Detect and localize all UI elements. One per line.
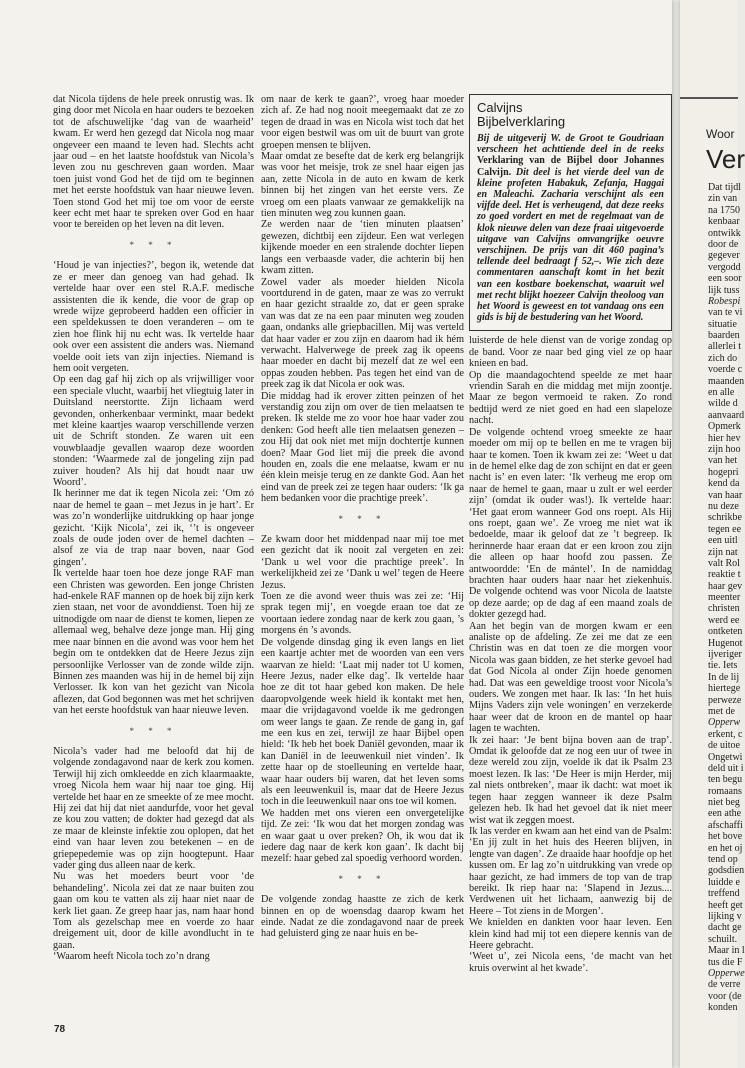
- column-1: [53, 94, 254, 963]
- next-page-line: maanden: [708, 375, 745, 387]
- next-page-line: hiertege: [708, 683, 741, 695]
- box-text: Bij de uitgeverij W. de Groot te Goudriaan verscheen het achttiende deel in de reeks Verklaring van de Bijbel door Johannes Calvijn. Dit deel is het vierde deel van de kleine profeten Habakuk, Zefanja, Haggai en Maleachi. Zacharia verschijnt als een vijfde deel. Het is verheugend, dat deze reeks zo goed vordert en met de regelmaat van de klok nieuwe delen van deze fraai uitgevoerde uitgave van Calvijns omvangrijke oeuvre verschijnen. De prijs van dit 460 pagina’s tellende deel bedraagt f 52,–. Wie zich deze commentaren aanschaft komt in het bezit van een kostbare boekenschat, waaruit wel met recht blijkt hoezeer Calvijn theoloog van het Woord is geweest en tot vandaag ons een gids is bij de bestudering van het Woord.: [477, 133, 664, 324]
- next-page-line: ontwikk: [708, 227, 741, 239]
- paragraph: Ik zei haar: ‘Je bent bijna boven aan de trap’. Omdat ik geloofde dat ze nog een uur of twee in deze wereld zou zijn, voelde ik dat ik Psalm 23 moest lezen. Ik las: ‘De Heer is mijn Herder, mij zal niets ontbreken’, maar ik dacht: wat moet ik tegen haar zeggen wanneer ik deze Psalm gelezen heb. Ik had het gevoel dat ik niet meer wist wat ik zeggen moest.: [469, 734, 672, 826]
- next-page-line: zijn hoo: [708, 443, 741, 455]
- paragraph: Nu was het moeders beurt voor ‘de behandeling’. Nicola zei dat ze naar buiten zou gaan om kou te vatten als zij haar niet naar de kerk liet gaan. Ze greep haar jas, nam haar hond Tom als gezelschap mee en voerde zo haar dreigement uit, door de kille avondlucht in te gaan.: [53, 871, 254, 951]
- next-page-edge: [680, 0, 745, 1068]
- next-page-line: gegever: [708, 250, 740, 262]
- next-page-line: schrikbe: [708, 512, 742, 524]
- next-page-line: lijking v: [708, 911, 742, 922]
- paragraph: Nicola’s vader had me beloofd dat hij de volgende zondagavond naar de kerk zou komen. Terwijl hij zich omkleedde en zich klaarmaakte, vroeg Nicola hem waar hij naar toe ging. Hij vertelde het haar en ze smeekte of ze mee mocht. Hij zei dat hij dat niet aandurfde, voor het geval ze kou zou vatten; de dokter had gezegd dat als ze maar de kleinste infektie zou oplopen, dat het eind van haar leven zou betekenen – en de griepepedemie was op zijn hoogtepunt. Haar vader ging dus alleen naar de kerk.: [53, 745, 254, 871]
- paragraph: Die middag had ik erover zitten peinzen of het verstandig zou zijn om over de tien melaatsen te preken. Ik stelde me zo voor hoe haar vader zou denken: God heeft alle tien melaatsen genezen – zou Hij dat ook niet met mijn dochtertje kunnen doen? Maar God liet mij die preek die avond houden en, zoals die ene melaatse, kwam er nu één klein meisje terug en ze dankte God. Aan het eind van de preek zei ze tegen haar ouders: ‘Ik ga hem bedanken voor die prachtige preek’.: [261, 390, 464, 505]
- paragraph: Maar omdat ze besefte dat de kerk erg belangrijk was voor het meisje, trok ze snel haar eigen jas aan, zette Nicola in de auto en kwam de kerk binnen bij het zingen van het eerste vers. Ze vroeg om een plaats vanwaar ze gemakkelijk na tien minuten weg zou kunnen gaan.: [261, 151, 464, 220]
- next-page-line: deld uit i: [708, 762, 744, 774]
- next-page-line: ten begu: [708, 774, 743, 786]
- page-number: 78: [54, 1024, 66, 1035]
- next-page-line: van haar: [708, 489, 743, 501]
- paragraph: Op die maandagochtend speelde ze met haar vriendin Sarah en die middag met mijn zoontje. Maar ze begon vermoeid te raken. Zo rond bedtijd werd ze niet goed en had een slapeloze nacht.: [469, 369, 672, 427]
- next-page-line: Robespi: [708, 295, 741, 307]
- paragraph: dat Nicola tijdens de hele preek onrustig was. Ik ging door met Nicola en haar ouders te bezoeken tot de afschuwelijke ‘dag van de waarheid’ kwam. Er werd hen gezegd dat Nicola nog maar ongeveer een maand te leven had. Slechts acht jaar oud – en het laatste hoofdstuk van Nicola’s leven zou nu geschreven gaan worden. Maar toen juist vond God het de tijd om te beginnen met het eerste hoofdstuk van haar nieuwe leven. Toen stond God het mij toe om voor de eerste keer echt met haar te spreken over God en haar voor te bereiden op het leven na dit leven.: [53, 94, 254, 231]
- next-page-line: Opperwe: [708, 967, 745, 979]
- column-3: [469, 94, 672, 974]
- next-page-line: tegen ee: [708, 523, 742, 535]
- next-page-line: Hugenot: [708, 637, 743, 649]
- divider: [680, 97, 738, 99]
- next-page-line: een soor: [708, 273, 742, 285]
- next-page-line: ontketen: [708, 626, 743, 638]
- paragraph: ‘Houd je van injecties?’, begon ik, wetende dat ze er meer dan genoeg van had gehad. Ik vertelde haar over een stel R.A.F. medische assistenten die ik kende, die voor de grap op wrede wijze geprobeerd hadden een officier in een speldekussen te doen veranderen – om te zien hoe flink hij nu echt was. Ik vertelde haar ook over een assistent die anders was. Niemand voelde ooit iets van zijn injecties. Niemand is hem ooit vergeten.: [53, 260, 254, 374]
- next-page-line: reaktie t: [708, 569, 741, 581]
- next-page-line: zin van: [708, 193, 738, 205]
- next-page-line: vergodd: [708, 261, 741, 273]
- next-page-line: konden: [708, 1002, 738, 1014]
- next-page-line: hier hev: [708, 432, 741, 444]
- next-page-line: tus die F: [708, 956, 743, 968]
- paragraph: Ik herinner me dat ik tegen Nicola zei: ‘Om zó naar de hemel te gaan – met Jezus in je hart’. Er was zo’n wonderlijke uitdrukking op haar jonge gezicht. ‘Kijk Nicola’, zei ik, ‘’t is ongeveer zoals de oude joden over de hemel dachten – alsof ze via de trap naar boven, naar God gingen’.: [53, 488, 254, 568]
- box-title-line-2: Bijbelverklaring: [477, 113, 566, 129]
- next-page-line: tend op: [708, 854, 738, 866]
- book-title: Verklaring van de Bijbel door Johannes Calvijn.: [477, 155, 664, 178]
- next-page-line: christen: [708, 603, 740, 615]
- next-page-line: Opperw: [708, 717, 741, 729]
- next-page-line: werd ee: [708, 614, 740, 626]
- next-page-line: nu deze: [708, 500, 739, 512]
- paragraph: De volgende ochtend vroeg smeekte ze haar moeder om mij op te bellen en me te vragen bij haar te komen. Toen ik kwam zei ze: ‘Weet u dat in de hemel elke dag de zon schijnt en dat er geen nacht is’ en even later: ‘Ik verheug me erop om naar de hemel te gaan, maar u zult er wel eerder zijn’ (omdat ik ouder was!). Ik vertelde haar: ‘Het gaat erom wanneer God ons roept. Als Hij ons roept, gaan we’. Ze vroeg me niet wat ik bedoelde, maar ik geloof dat ze ’t begreep. Ik herinnerde haar eraan dat er een kroon zou zijn die alleen op haar hoofd zou passen. Ze antwoordde: ‘En de mántel’. In de namiddag brachten haar ouders haar naar het ziekenhuis. De volgende ochtend was voor Nicola de laatste op deze aarde; op de dag af een maand zoals de dokter gezegd had.: [469, 426, 672, 621]
- next-page-line: voerde c: [708, 364, 743, 376]
- next-page-line: door de: [708, 238, 739, 250]
- paragraph: De volgende zondag haastte ze zich de kerk binnen en op de woensdag daarop kwam het einde. Nadat ze die zondagavond naar de preek had geluisterd ging ze naar huis en be-: [261, 894, 464, 940]
- section-separator: * * *: [338, 513, 387, 524]
- next-page-line: Opmerk: [708, 421, 741, 433]
- next-page-line: en het oj: [708, 842, 743, 854]
- column-2: [261, 94, 464, 940]
- section-separator: * * *: [129, 725, 178, 736]
- paragraph: We hadden met ons vieren een onvergetelijke tijd. Ze zei: ‘Ik wou dat het morgen zondag was en waar gaat u over preken? Oh, ik wou dat ik iedere dag naar de kerk kon gaan’. Ik dacht bij mezelf: haar gebed zal spoedig verhoord worden.: [261, 807, 464, 865]
- next-page-kicker: Woor: [706, 127, 735, 141]
- next-page-text: [708, 182, 745, 1014]
- next-page-line: heeft get: [708, 899, 743, 911]
- next-page-line: van het: [708, 455, 738, 467]
- next-page-line: In de lij: [708, 671, 740, 683]
- next-page-line: meenter: [708, 592, 741, 604]
- paragraph: Ik vertelde haar toen hoe deze jonge RAF man een Christen was geworden. Een jonge Christen had-enkele RAF mannen op de hoek bij zijn kerk zien staan, net voor de avonddienst. Toen hij ze uitnodigde om naar de dienst te komen, liepen ze allemaal weg, behalve deze jonge man. Hij ging mee naar binnen en die avond was voor hem het begin om te ontdekken dat de Heere Jezus zijn persoonlijke Verlosser van de zonde wilde zijn. Binnen zes maanden was hij in de hemel bij zijn Verlosser. Ik kon van het gezicht van Nicola aflezen, dat God begonnen was met het schrijven van het eerste hoofdstuk van haar nieuwe leven.: [53, 568, 254, 717]
- next-page-line: Maar in l: [708, 945, 745, 957]
- next-page-line: een uitl: [708, 535, 738, 547]
- next-page-line: aanvaard: [708, 409, 745, 421]
- next-page-line: treffend: [708, 888, 740, 900]
- next-page-line: romaans: [708, 785, 742, 797]
- section-separator: * * *: [129, 239, 178, 250]
- next-page-line: luidde e: [708, 876, 740, 888]
- paragraph: De volgende dinsdag ging ik even langs en liet een kaartje achter met de woorden van een vers waarvan ze hield: ‘Laat mij nader tot U komen, Heere Jezus, nader elke dag’. Ik vertelde haar hoe ze dit tot haar gebed kon maken. De hele daaropvolgende week hield ik kontakt met hen, maar die vrijdagavond voelde ik me gedrongen om weer langs te gaan. Ze rende de gang in, gaf me een kus en zei, terwijl ze haar Bijbel open hield: ‘Ik heb het boek Daniël gevonden, maar ik kan Daniël in de leeuwenkuil niet vinden’. Ik zette haar op de stoelleuning en vertelde haar, waar haar ouders bij waren, dat het leven soms als een leeuwenkuil is, maar dat de Heere Jezus toch in die leeuwenkuil naar ons toe wil komen.: [261, 636, 464, 808]
- next-page-line: kend da: [708, 478, 740, 490]
- next-page-line: erkent, c: [708, 728, 743, 740]
- paragraph: Op een dag gaf hij zich op als vrijwilliger voor een speciale vlucht, waarbij het vliegtuig later in Duitsland neerstortte. Zijn lichaam werd gevonden, onherkenbaar verminkt, maar bedekt met kleine kaartjes waarop verschillende verzen uit de Schrift stonden. Ze waren uit een vouwblaadje gevallen waarop deze woorden stonden: ‘Waarmede zal de jongeling zijn pad zuiver houden? Als hij dat houdt naar uw Woord’.: [53, 374, 254, 488]
- next-page-line: dacht ge: [708, 922, 742, 934]
- next-page-line: godsdien: [708, 865, 745, 877]
- paragraph: Ze kwam door het middenpad naar mij toe met een gezicht dat ik nooit zal vergeten en zei: ‘Dank u wel voor die prachtige preek’. In werkelijkheid zei ze ‘Dank u wel’ tegen de Heere Jezus.: [261, 534, 464, 591]
- paragraph: Ze werden naar de ‘tien minuten plaatsen’ gewezen, dichtbij een zijdeur. Een wat verlegen kijkende moeder en een stralende dochter liepen langs een verbaasde vader, die achterin bij hen kwam zitten.: [261, 219, 464, 277]
- next-page-line: zich do: [708, 352, 738, 364]
- next-page-line: ijveriger: [708, 649, 742, 661]
- next-page-line: lijk tuss: [708, 284, 740, 296]
- next-page-line: Dat tijdl: [708, 182, 742, 193]
- paragraph: ‘Waarom heeft Nicola toch zo’n drang: [53, 951, 210, 963]
- box-title: [477, 101, 664, 128]
- next-page-line: afschaffi: [708, 819, 743, 831]
- next-page-line: baarden: [708, 330, 740, 342]
- next-page-line: na 1750: [708, 204, 740, 216]
- next-page-headline: Ver: [706, 144, 745, 174]
- paragraph: ‘Weet u’, zei Nicola eens, ‘de macht van het kruis overwint al het kwade’.: [469, 951, 672, 974]
- next-page-line: de verre: [708, 979, 741, 991]
- next-page-line: het bove: [708, 831, 743, 843]
- next-page-line: de uitoe: [708, 740, 740, 752]
- next-page-line: zijn nat: [708, 546, 738, 558]
- next-page-line: situatie: [708, 318, 737, 330]
- next-page-line: van te vi: [708, 307, 743, 319]
- paragraph: om naar de kerk te gaan?’, vroeg haar moeder zich af. Ze had nog nooit meegemaakt dat ze zo tegen de draad in was en Nicola wist toch dat het voor eigen bestwil was om uit de buurt van grote groepen mensen te blijven.: [261, 94, 464, 151]
- next-page-line: met de: [708, 705, 735, 717]
- next-page-line: haar gev: [708, 580, 743, 592]
- section-separator: * * *: [338, 873, 387, 884]
- paragraph: Aan het begin van de morgen kwam er een analiste op de afdeling. Ze zei me dat ze een Christin was en dat toen ze die morgen voor Nicola was gaan bidden, ze het sterke gevoel had dat God Nicola al onder Zijn hoede genomen had. Dat was een geweldige troost voor Nicola’s ouders. We zongen met haar. Ik las: ‘In het huis Mijns Vaders zijn vele woningen’ en verzekerde haar weer dat de kroon en de mantel op haar lagen te wachten.: [469, 620, 672, 735]
- next-page-line: Ongetwi: [708, 751, 743, 763]
- next-page-line: schuilt.: [708, 933, 738, 945]
- next-page-line: hogepri: [708, 466, 739, 478]
- next-page-line: tie. Iets: [708, 660, 738, 672]
- next-page-line: voor (de: [708, 990, 742, 1002]
- next-page-line: een athe: [708, 808, 742, 820]
- paragraph: We knielden en dankten voor haar leven. Een klein kind had mij tot een diepere kennis van de Heere gebracht.: [469, 917, 672, 951]
- next-page-line: kenbaar: [708, 216, 740, 228]
- next-page-line: allerlei t: [708, 341, 742, 353]
- book-review-box: [469, 94, 672, 331]
- paragraph: luisterde de hele dienst van de vorige zondag op de band. Voor ze naar bed ging viel ze op haar knieen en bad.: [469, 335, 672, 370]
- paragraph: Zowel vader als moeder hielden Nicola voortdurend in de gaten, maar ze was zo verrukt en haar gezicht straalde zo, dat er geen sprake van was dat ze na een paar minuten weg zouden gaan, ondanks alle griepbacillen. Mij was verteld dat haar vader er zou zijn en daarom had ik hém verwacht. Halverwege de preek zag ik opeens haar moeder en dacht bij mezelf dat ze wel een oppas zouden hebben. Pas tegen het eind van de preek zag ik dat Nicola er ook was.: [261, 276, 464, 391]
- paragraph: Ik las verder en kwam aan het eind van de Psalm: ‘En jíj zult in het huis des Heeren blijven, in lengte van dagen’. Ze draaide haar hoofdje op het kussen om. Er lag zo’n uitdrukking van vrede op haar gezicht, ze had immers de top van de trap bereikt. Ik riep haar na: ‘Slapend in Jezus.... Verdwenen uit het lichaam, aanwezig bij de Heere – Tot ziens in de Morgen’.: [469, 825, 672, 917]
- box-title-line-1: Calvijns: [477, 100, 523, 115]
- next-page-line: niet beg: [708, 797, 740, 809]
- paragraph: Toen ze die avond weer thuis was zei ze: ‘Hij sprak tegen mij’, en voegde eraan toe dat ze voortaan iedere zondag naar de kerk zou gaan, ’s morgens én ’s avonds.: [261, 591, 464, 637]
- next-page-line: valt Rol: [708, 557, 740, 569]
- next-page-line: wilde d: [708, 398, 738, 410]
- next-page-line: perweze: [708, 694, 742, 706]
- next-page-line: en alle: [708, 387, 735, 399]
